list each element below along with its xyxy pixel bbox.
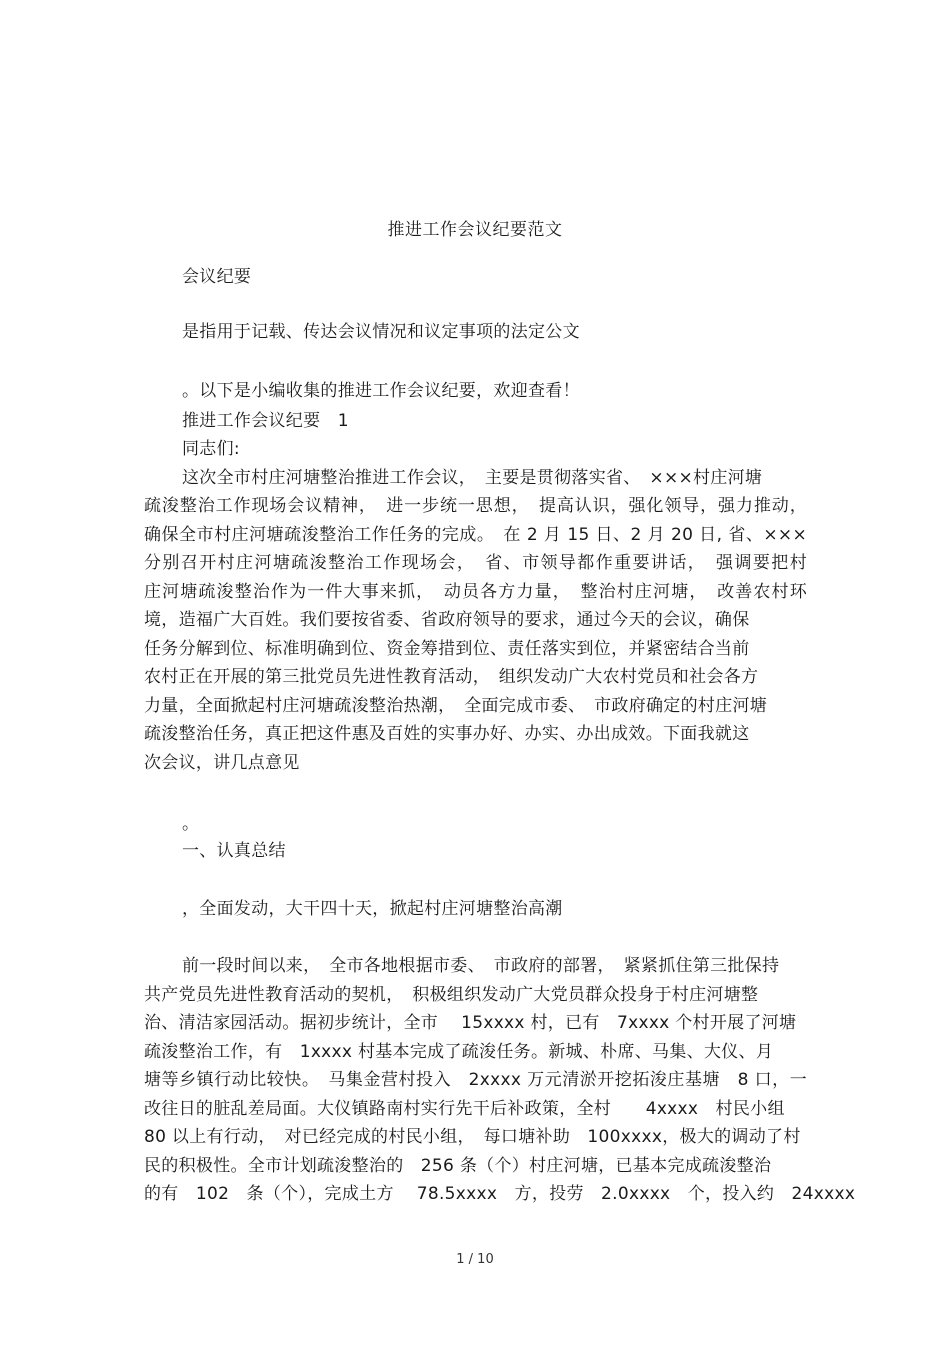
greeting: 同志们: — [182, 439, 240, 459]
document-title: 推进工作会议纪要范文 — [387, 220, 563, 240]
paragraph-line: 改往日的脏乱差局面。大仪镇路南村实行先干后补政策，全村 4xxxx 村民小组 — [144, 1099, 785, 1119]
paragraph-line: 治、清洁家园活动。据初步统计，全市 15xxxx 村，已有 7xxxx 个村开展了河塘 — [144, 1013, 797, 1033]
paragraph-line: 前一段时间以来， 全市各地根据市委、 市政府的部署， 紧紧抓住第三批保持 — [182, 956, 780, 976]
paragraph-line: 民的积极性。全市计划疏浚整治的 256 条（个）村庄河塘，已基本完成疏浚整治 — [144, 1156, 772, 1176]
heading-meeting-minutes: 会议纪要 — [182, 267, 252, 287]
paragraph-line: 这次全市村庄河塘整治推进工作会议， 主要是贯彻落实省、 ×××村庄河塘 — [182, 468, 763, 488]
paragraph-line: 疏浚整治工作，有 1xxxx 村基本完成了疏浚任务。新城、朴席、马集、大仪、月 — [144, 1042, 774, 1062]
intro-line: 。以下是小编收集的推进工作会议纪要，欢迎查看！ — [182, 381, 580, 401]
period-line: 。 — [182, 814, 200, 834]
paragraph-line: 确保全市村庄河塘疏浚整治工作任务的完成。 在 2 月 15 日、2 月 20 日, 省、××× — [144, 525, 807, 545]
paragraph-line: 庄河塘疏浚整治作为一件大事来抓， 动员各方力量， 整治村庄河塘， 改善农村环 — [144, 582, 807, 602]
point1-subtitle: ，全面发动，大干四十天，掀起村庄河塘整治高潮 — [182, 899, 563, 919]
paragraph-line: 分别召开村庄河塘疏浚整治工作现场会， 省、市领导都作重要讲话， 强调要把村 — [144, 553, 807, 573]
definition-line: 是指用于记载、传达会议情况和议定事项的法定公文 — [182, 322, 580, 342]
paragraph-line: 次会议，讲几点意见 — [144, 753, 300, 773]
paragraph-line: 任务分解到位、标准明确到位、资金筹措到位、责任落实到位，并紧密结合当前 — [144, 639, 750, 659]
paragraph-line: 力量，全面掀起村庄河塘疏浚整治热潮， 全面完成市委、 市政府确定的村庄河塘 — [144, 696, 768, 716]
paragraph-line: 疏浚整治工作现场会议精神， 进一步统一思想， 提高认识，强化领导，强力推动， — [144, 496, 807, 516]
point1-title: 一、认真总结 — [182, 841, 286, 861]
paragraph-line: 疏浚整治任务，真正把这件惠及百姓的实事办好、办实、办出成效。下面我就这 — [144, 724, 750, 744]
paragraph-line: 塘等乡镇行动比较快。 马集金营村投入 2xxxx 万元清淤开挖拓浚庄基塘 8 口，一 — [144, 1070, 807, 1090]
paragraph-line: 境，造福广大百姓。我们要按省委、省政府领导的要求，通过今天的会议，确保 — [144, 610, 750, 630]
paragraph-line: 80 以上有行动， 对已经完成的村民小组， 每口塘补助 100xxxx，极大的调动了村 — [144, 1127, 801, 1147]
paragraph-line: 农村正在开展的第三批党员先进性教育活动， 组织发动广大农村党员和社会各方 — [144, 667, 759, 687]
paragraph-line: 的有 102 条（个），完成土方 78.5xxxx 方，投劳 2.0xxxx 个，投入约 24xxxx — [144, 1184, 856, 1204]
section-title: 推进工作会议纪要 1 — [182, 411, 349, 431]
paragraph-line: 共产党员先进性教育活动的契机， 积极组织发动广大党员群众投身于村庄河塘整 — [144, 985, 759, 1005]
page-number: 1 / 10 — [456, 1252, 494, 1267]
